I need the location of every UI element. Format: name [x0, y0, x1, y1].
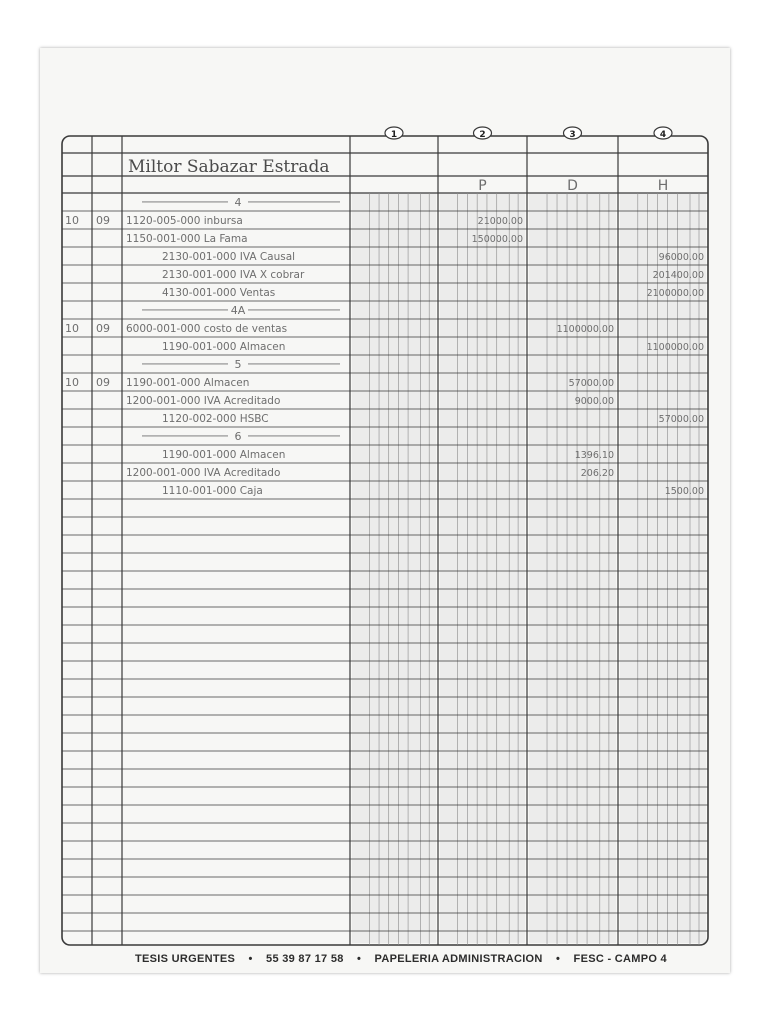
- entry-amount-col3: 57000.00: [568, 377, 614, 389]
- entry-concept: 1200-001-000 IVA Acreditado: [126, 394, 281, 407]
- entry-month: 09: [96, 321, 110, 335]
- entry-amount-col4: 2100000.00: [646, 287, 704, 299]
- entry-concept: 1190-001-000 Almacen: [162, 448, 286, 461]
- footer-right: FESC - CAMPO 4: [573, 953, 667, 965]
- ledger-grid: [40, 48, 730, 973]
- entry-concept: 2130-001-000 IVA X cobrar: [162, 268, 305, 281]
- column-letter: P: [478, 178, 487, 194]
- footer-phone: 55 39 87 17 58: [266, 953, 344, 965]
- entry-concept: 1190-001-000 Almacen: [126, 376, 250, 389]
- column-shade: [440, 193, 525, 943]
- column-number: 3: [569, 130, 576, 140]
- entry-amount-col3: 1100000.00: [556, 323, 614, 335]
- entry-separator: 4A: [230, 303, 246, 317]
- entry-concept: 1190-001-000 Almacen: [162, 340, 286, 353]
- entry-amount-col3: 1396.10: [574, 449, 614, 461]
- entry-concept: 1150-001-000 La Fama: [126, 232, 248, 245]
- entry-concept: 1110-001-000 Caja: [162, 484, 263, 497]
- footer-left: TESIS URGENTES: [135, 953, 236, 965]
- bullet: •: [357, 953, 362, 965]
- entry-amount-col3: 206.20: [580, 467, 614, 479]
- column-letter: H: [657, 178, 669, 194]
- footer: [135, 953, 667, 965]
- column-number: 2: [479, 130, 486, 140]
- entry-separator: 5: [234, 357, 242, 371]
- column-shade: [352, 193, 436, 943]
- ruled-lines: [62, 136, 708, 945]
- footer-middle: PAPELERIA ADMINISTRACION: [374, 953, 543, 965]
- column-letter: D: [567, 178, 578, 194]
- entry-amount-col4: 201400.00: [652, 269, 704, 281]
- entry-concept: 6000-001-000 costo de ventas: [126, 322, 288, 335]
- entry-amount-col2: 150000.00: [471, 233, 523, 245]
- entry-concept: 4130-001-000 Ventas: [162, 286, 276, 299]
- entry-day: 10: [65, 321, 79, 335]
- entry-day: 10: [65, 375, 79, 389]
- entry-amount-col4: 96000.00: [658, 251, 704, 263]
- column-number: 4: [659, 130, 667, 140]
- entry-amount-col4: 1100000.00: [646, 341, 704, 353]
- entry-concept: 1120-005-000 inbursa: [126, 214, 243, 227]
- entry-concept: 1120-002-000 HSBC: [162, 412, 269, 425]
- entry-amount-col2: 21000.00: [477, 215, 523, 227]
- column-shade: [620, 193, 706, 943]
- entry-concept: 2130-001-000 IVA Causal: [162, 250, 296, 263]
- entry-amount-col4: 57000.00: [658, 413, 704, 425]
- entry-separator: 6: [234, 429, 242, 443]
- column-shade: [529, 193, 616, 943]
- ledger-sheet: [40, 48, 730, 973]
- entry-amount-col4: 1500.00: [664, 485, 704, 497]
- column-number: 1: [390, 130, 398, 140]
- bullet: •: [556, 953, 561, 965]
- entry-amount-col3: 9000.00: [574, 395, 614, 407]
- bullet: •: [248, 953, 253, 965]
- entry-concept: 1200-001-000 IVA Acreditado: [126, 466, 281, 479]
- header: [128, 127, 672, 194]
- entry-separator: 4: [234, 195, 242, 209]
- student-name: Miltor Sabazar Estrada: [128, 157, 330, 177]
- entry-day: 10: [65, 213, 79, 227]
- entry-month: 09: [96, 213, 110, 227]
- entry-month: 09: [96, 375, 110, 389]
